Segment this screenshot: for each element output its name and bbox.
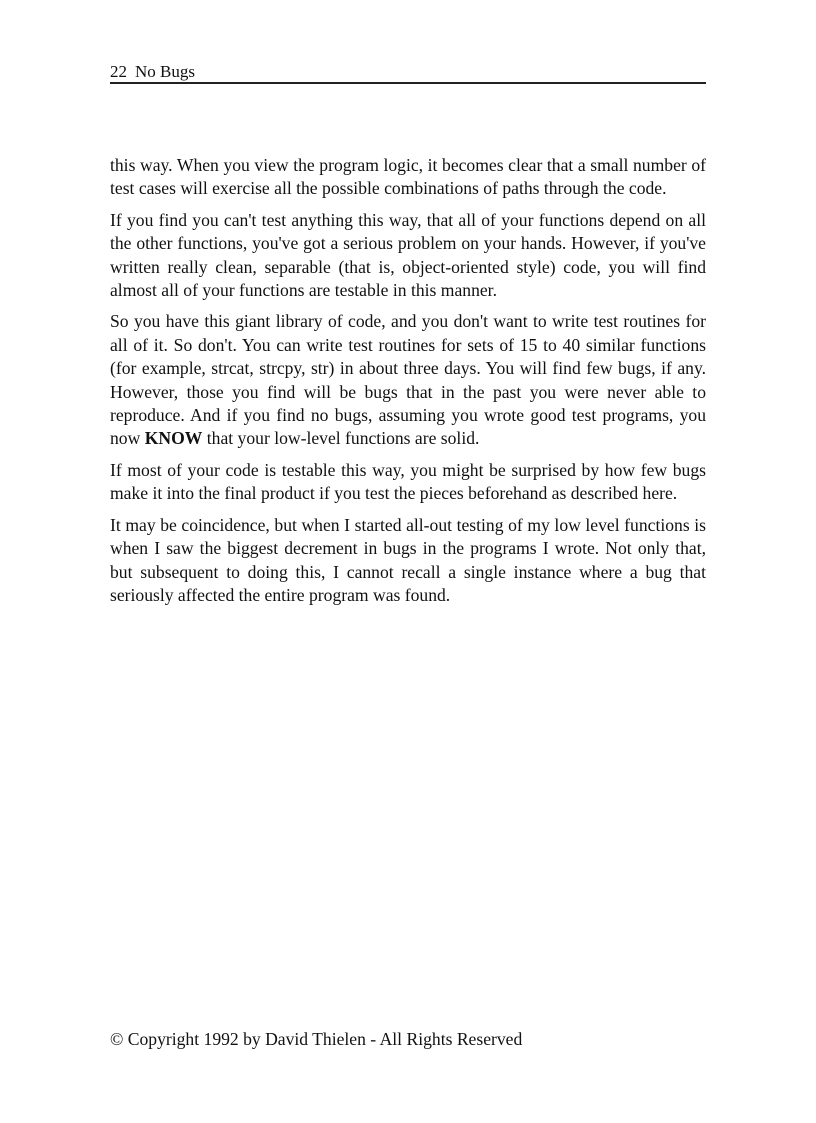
book-title: No Bugs: [135, 62, 195, 81]
paragraph-5: It may be coincidence, but when I started all-out testing of my low level functions is when I saw the biggest decrement in bugs in the programs I wrote. Not only that, but subsequent to doing this, I cannot recall a single instance where a bug that seriously affected the entire program was found.: [110, 514, 706, 605]
paragraph-3-text-before: So you have this giant library of code, and you don't want to write test routines for all of it. So don't. You can write test routines for sets of 15 to 40 similar functions (for example, strcat, strcpy, str) in about three days. You will find few bugs, if any. However, those you find will be bugs that in the past you were never able to reproduce. And if you find no bugs, assuming you wrote good test programs, you now: [110, 311, 706, 449]
page-number: 22: [110, 62, 127, 81]
paragraph-3: [110, 310, 706, 450]
running-header: [110, 62, 706, 84]
paragraph-1: this way. When you view the program logic, it becomes clear that a small number of test cases will exercise all the possible combinations of paths through the code.: [110, 155, 706, 199]
copyright-footer: © Copyright 1992 by David Thielen - All Rights Reserved: [110, 1029, 523, 1049]
emphasis-know: KNOW: [144, 428, 203, 449]
paragraph-2: If you find you can't test anything this way, that all of your functions depend on all the other functions, you've got a serious problem on your hands. However, if you've written really clean, separable (that is, object-oriented style) code, you will find almost all of your functions are testable in this manner.: [110, 209, 706, 301]
paragraph-3-text-after: that your low-level functions are solid.: [202, 428, 480, 449]
paragraph-4: If most of your code is testable this way, you might be surprised by how few bugs make it into the final product if you test the pieces beforehand as described here.: [110, 459, 706, 504]
body-text: [110, 154, 706, 615]
